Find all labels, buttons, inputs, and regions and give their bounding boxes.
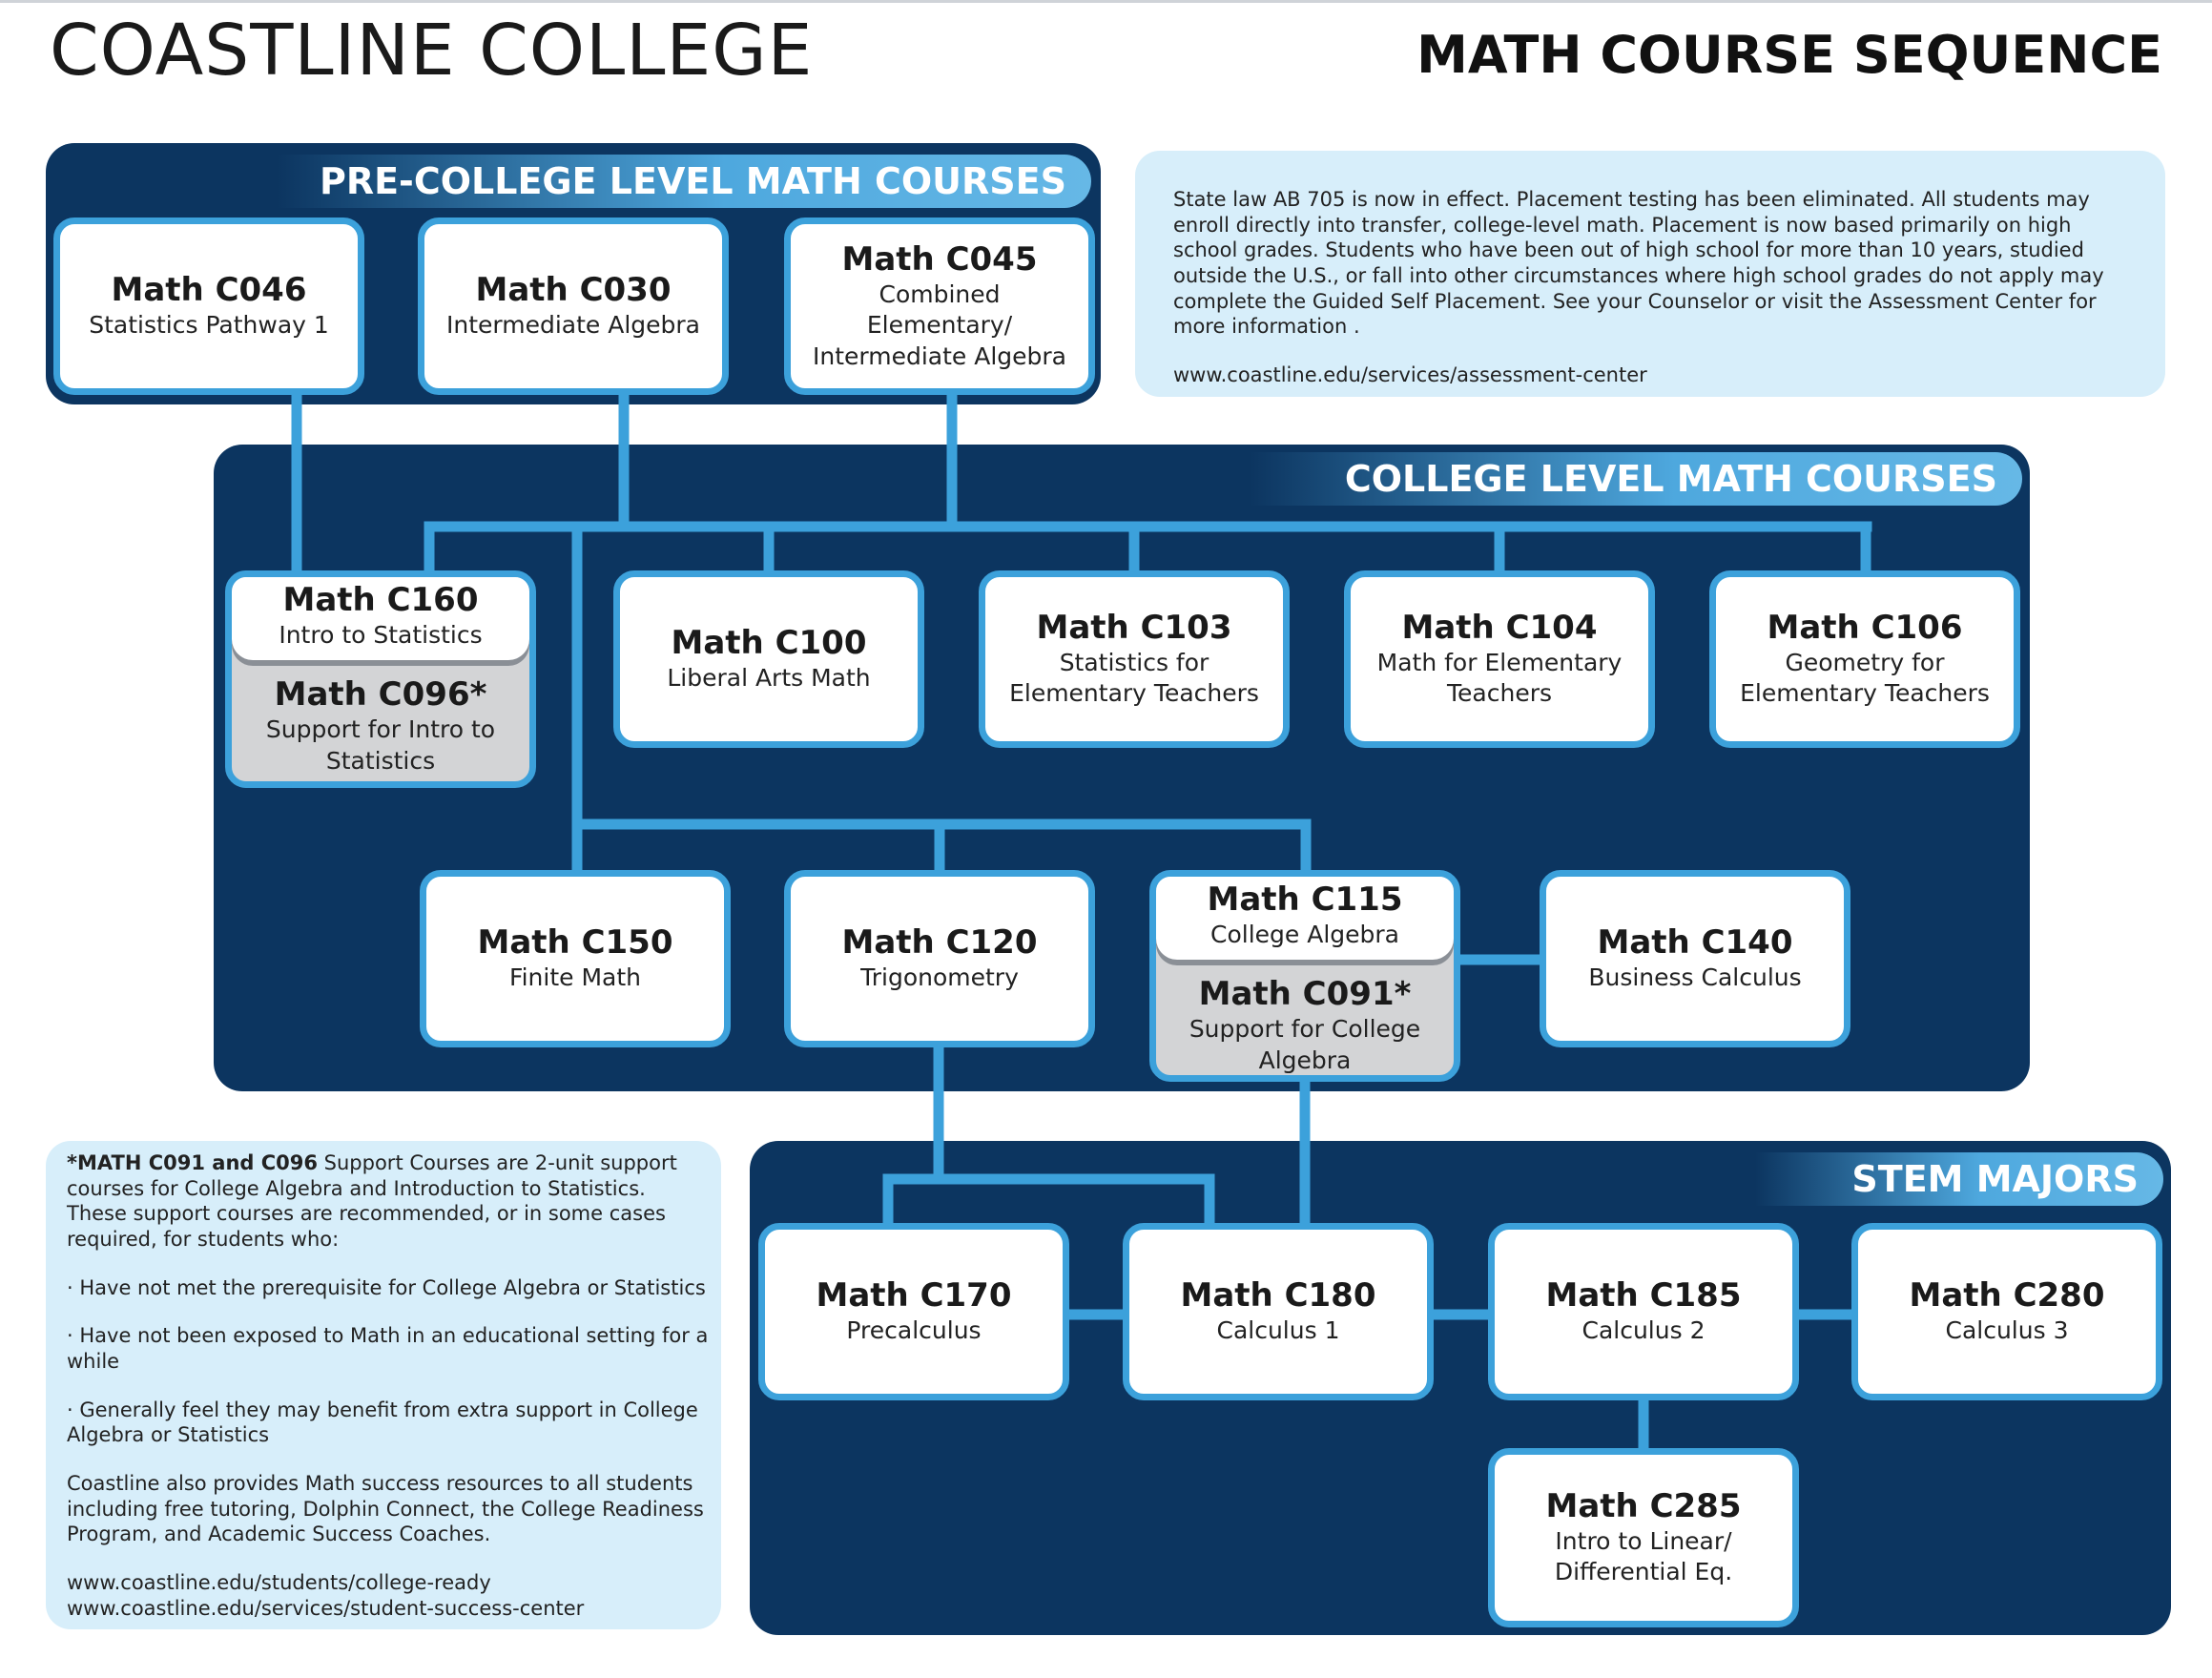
course-name: Combined Elementary/ Intermediate Algebra <box>812 280 1066 370</box>
course-name: Intermediate Algebra <box>445 311 700 340</box>
course-math-c096[interactable] <box>232 660 529 782</box>
course-code: Math C103 <box>1036 609 1232 648</box>
support-note-bullet: · Have not met the prerequisite for College Algebra or Statistics <box>67 1275 706 1299</box>
course-code: Math C115 <box>1207 880 1403 919</box>
support-courses-note <box>46 1141 721 1629</box>
course-math-c140[interactable] <box>1540 870 1850 1047</box>
support-note-bullet: · Generally feel they may benefit from extra support in College Algebra or Statistics <box>67 1398 698 1447</box>
page-title: MATH COURSE SEQUENCE <box>1416 25 2162 85</box>
course-code: Math C100 <box>671 624 867 663</box>
course-math-c100[interactable] <box>613 570 924 748</box>
course-math-c160-c096[interactable] <box>225 570 536 788</box>
course-code: Math C030 <box>475 271 672 310</box>
course-code: Math C160 <box>282 581 479 619</box>
course-name: Statistics Pathway 1 <box>89 311 329 340</box>
course-code: Math C280 <box>1909 1276 2105 1315</box>
course-name: Support for College Algebra <box>1189 1015 1421 1074</box>
support-note-resources: Coastline also provides Math success resources to all students including free tutoring, Dolphin Connect, the College Readiness Program, and Academic Success Coaches. <box>67 1471 704 1546</box>
course-code: Math C185 <box>1545 1276 1742 1315</box>
course-math-c180[interactable] <box>1123 1223 1434 1400</box>
course-code: Math C150 <box>477 923 673 963</box>
course-name: Math for Elementary Teachers <box>1376 648 1623 708</box>
course-name: Finite Math <box>509 963 641 992</box>
course-name: Support for Intro to Statistics <box>265 715 496 775</box>
course-name: Liberal Arts Math <box>667 664 871 693</box>
course-math-c103[interactable] <box>979 570 1290 748</box>
course-code: Math C180 <box>1180 1276 1376 1315</box>
college-level-banner: COLLEGE LEVEL MATH COURSES <box>1250 452 2022 506</box>
course-code: Math C120 <box>841 923 1038 963</box>
course-name: Trigonometry <box>860 963 1019 992</box>
course-math-c046[interactable] <box>53 218 364 395</box>
course-name: Intro to Statistics <box>279 620 483 649</box>
course-math-c106[interactable] <box>1709 570 2020 748</box>
placement-info-text: State law AB 705 is now in effect. Placement testing has been eliminated. All students may enroll directly into transfer, college-level math. Placement is now based primarily on high school grades. Students who have been out of high school for more than 10 years, studied outside the U.S., or fall into other circumstances where high school grades do not apply may complete the Guided Self Placement. See your Counselor or visit the Assessment Center for more information . <box>1173 188 2104 339</box>
course-math-c120[interactable] <box>784 870 1095 1047</box>
course-name: Geometry for Elementary Teachers <box>1740 648 1990 708</box>
support-note-intro <box>67 1150 710 1253</box>
course-math-c185[interactable] <box>1488 1223 1799 1400</box>
course-name: Intro to Linear/ Differential Eq. <box>1554 1526 1733 1586</box>
course-name: Calculus 3 <box>1945 1316 2069 1345</box>
course-math-c104[interactable] <box>1344 570 1655 748</box>
college-name: COASTLINE COLLEGE <box>50 10 814 92</box>
student-success-link[interactable]: www.coastline.edu/services/student-success-center <box>67 1596 585 1620</box>
course-code: Math C045 <box>841 239 1038 279</box>
course-math-c150[interactable] <box>420 870 731 1047</box>
course-math-c170[interactable] <box>758 1223 1069 1400</box>
course-math-c115-c091[interactable] <box>1149 870 1460 1082</box>
course-math-c280[interactable] <box>1851 1223 2162 1400</box>
course-math-c045[interactable] <box>784 218 1095 395</box>
course-math-c160[interactable] <box>232 577 529 660</box>
course-code: Math C104 <box>1401 609 1598 648</box>
assessment-center-link[interactable]: www.coastline.edu/services/assessment-center <box>1173 363 1647 386</box>
course-math-c285[interactable] <box>1488 1448 1799 1627</box>
course-math-c030[interactable] <box>418 218 729 395</box>
course-name: Statistics for Elementary Teachers <box>1009 648 1259 708</box>
course-name: Calculus 2 <box>1581 1316 1706 1345</box>
course-code: Math C285 <box>1545 1487 1742 1526</box>
course-math-c091[interactable] <box>1156 960 1454 1082</box>
course-name: College Algebra <box>1210 920 1399 948</box>
course-name: Calculus 1 <box>1216 1316 1340 1345</box>
course-code: Math C091* <box>1198 975 1412 1014</box>
support-note-intro-text: Support Courses are 2-unit support courses for College Algebra and Introduction to Statistics. These support courses are recommended, or in some cases required, for students who: <box>67 1151 677 1251</box>
stem-banner: STEM MAJORS <box>1755 1152 2163 1206</box>
pre-college-banner: PRE-COLLEGE LEVEL MATH COURSES <box>277 155 1091 208</box>
course-code: Math C106 <box>1767 609 1963 648</box>
support-note-bullet: · Have not been exposed to Math in an educational setting for a while <box>67 1324 709 1373</box>
course-code: Math C140 <box>1597 923 1793 963</box>
course-name: Business Calculus <box>1588 963 1802 992</box>
placement-info-box <box>1135 151 2165 397</box>
course-code: Math C046 <box>111 271 307 310</box>
course-code: Math C096* <box>274 675 487 715</box>
support-note-bold: *MATH C091 and C096 <box>67 1151 318 1174</box>
course-code: Math C170 <box>816 1276 1012 1315</box>
college-ready-link[interactable]: www.coastline.edu/students/college-ready <box>67 1570 491 1594</box>
course-math-c115[interactable] <box>1156 877 1454 960</box>
course-name: Precalculus <box>846 1316 982 1345</box>
